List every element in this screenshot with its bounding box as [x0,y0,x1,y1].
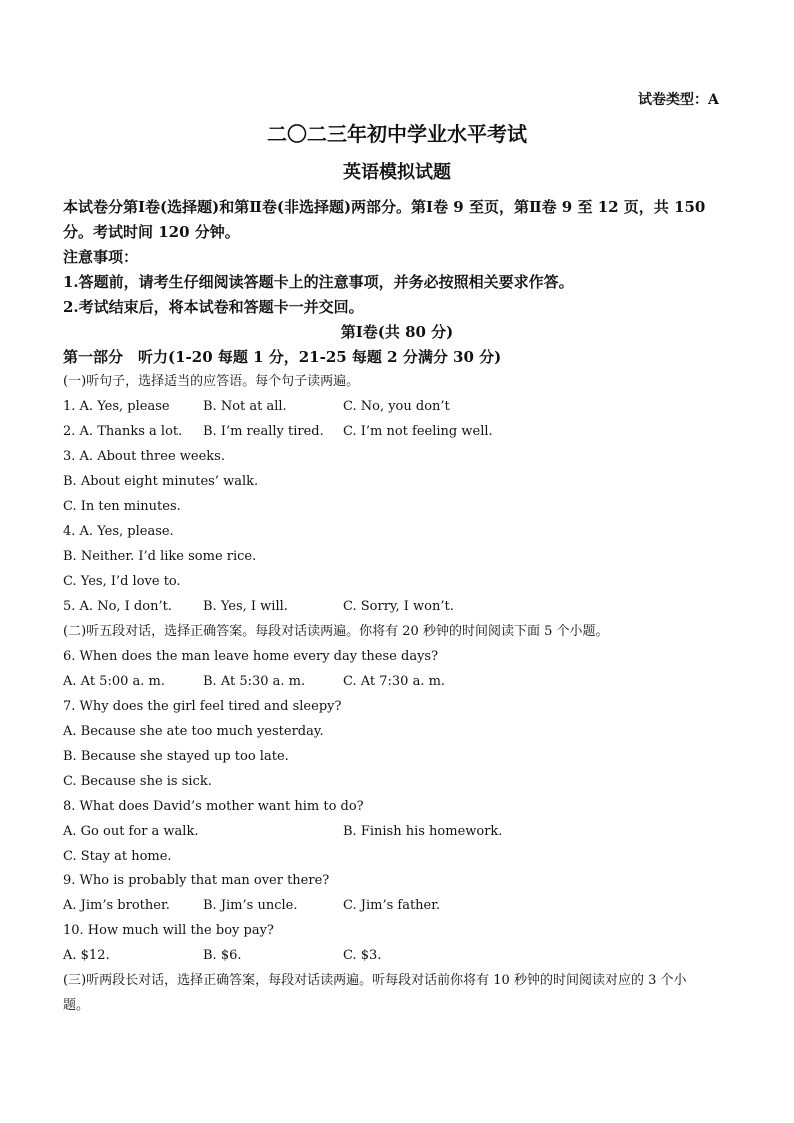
note-1: 1.答题前，请考生仔细阅读答题卡上的注意事项，并务必按照相关要求作答。 [63,273,574,291]
section3-instruction-line-2: 题。 [63,998,90,1013]
q10-option-c: C. $3. [343,948,382,963]
q8-option-b: B. Finish his homework. [343,824,503,839]
exam-type: 试卷类型：A [638,92,719,108]
q1-option-b: B. Not at all. [203,399,287,414]
section1-instruction: (一)听句子，选择适当的应答语。每个句子读两遍。 [63,374,360,389]
note-2: 2.考试结束后，将本试卷和答题卡一并交回。 [63,298,364,316]
q9-option-b: B. Jim’s uncle. [203,898,298,913]
intro-line-1: 本试卷分第Ⅰ卷(选择题)和第Ⅱ卷(非选择题)两部分。第Ⅰ卷 9 至页，第Ⅱ卷 9 至 12 页，共 150 [63,198,706,216]
q4-option-a: 4. A. Yes, please. [63,524,174,539]
q10-option-b: B. $6. [203,948,242,963]
q2-option-b: B. I’m really tired. [203,424,324,439]
q8-option-c: C. Stay at home. [63,849,172,864]
q3-option-a: 3. A. About three weeks. [63,449,225,464]
q3-option-c: C. In ten minutes. [63,499,181,514]
q9-option-c: C. Jim’s father. [343,898,441,913]
q9-option-a: A. Jim’s brother. [63,898,170,913]
q2-option-c: C. I’m not feeling well. [343,424,493,439]
q8-stem: 8. What does David’s mother want him to do? [63,799,364,814]
q5-option-b: B. Yes, I will. [203,599,288,614]
q6-option-a: A. At 5:00 a. m. [63,674,165,689]
q9-stem: 9. Who is probably that man over there? [63,873,330,888]
q2-option-a: 2. A. Thanks a lot. [63,424,183,439]
q10-stem: 10. How much will the boy pay? [63,923,274,938]
q8-option-a: A. Go out for a walk. [63,824,199,839]
q5-option-a: 5. A. No, I don’t. [63,599,172,614]
q10-option-a: A. $12. [63,948,110,963]
q7-option-c: C. Because she is sick. [63,774,212,789]
q4-option-c: C. Yes, I’d love to. [63,574,181,589]
intro-line-2: 分。考试时间 120 分钟。 [63,223,240,241]
q4-option-b: B. Neither. I’d like some rice. [63,549,257,564]
q3-option-b: B. About eight minutes’ walk. [63,474,259,489]
q6-stem: 6. When does the man leave home every day these days? [63,649,439,664]
notes-title: 注意事项： [63,248,139,266]
volume-heading: 第Ⅰ卷(共 80 分) [340,323,454,341]
q1-option-a: 1. A. Yes, please [63,399,170,414]
q6-option-c: C. At 7:30 a. m. [343,674,446,689]
page-subtitle: 英语模拟试题 [343,162,451,183]
q7-stem: 7. Why does the girl feel tired and sleepy? [63,699,342,714]
part1-title: 第一部分 听力(1-20 每题 1 分，21-25 每题 2 分满分 30 分) [63,348,502,366]
q6-option-b: B. At 5:30 a. m. [203,674,306,689]
q7-option-b: B. Because she stayed up too late. [63,749,289,764]
q1-option-c: C. No, you don’t [343,399,450,414]
page-title: 二〇二三年初中学业水平考试 [267,122,527,146]
section2-instruction: (二)听五段对话，选择正确答案。每段对话读两遍。你将有 20 秒钟的时间阅读下面 5 个小题。 [63,624,609,639]
q7-option-a: A. Because she ate too much yesterday. [63,724,324,739]
q5-option-c: C. Sorry, I won’t. [343,599,454,614]
section3-instruction-line-1: (三)听两段长对话，选择正确答案，每段对话读两遍。听每段对话前你将有 10 秒钟的时间阅读对应的 3 个小 [63,973,687,988]
